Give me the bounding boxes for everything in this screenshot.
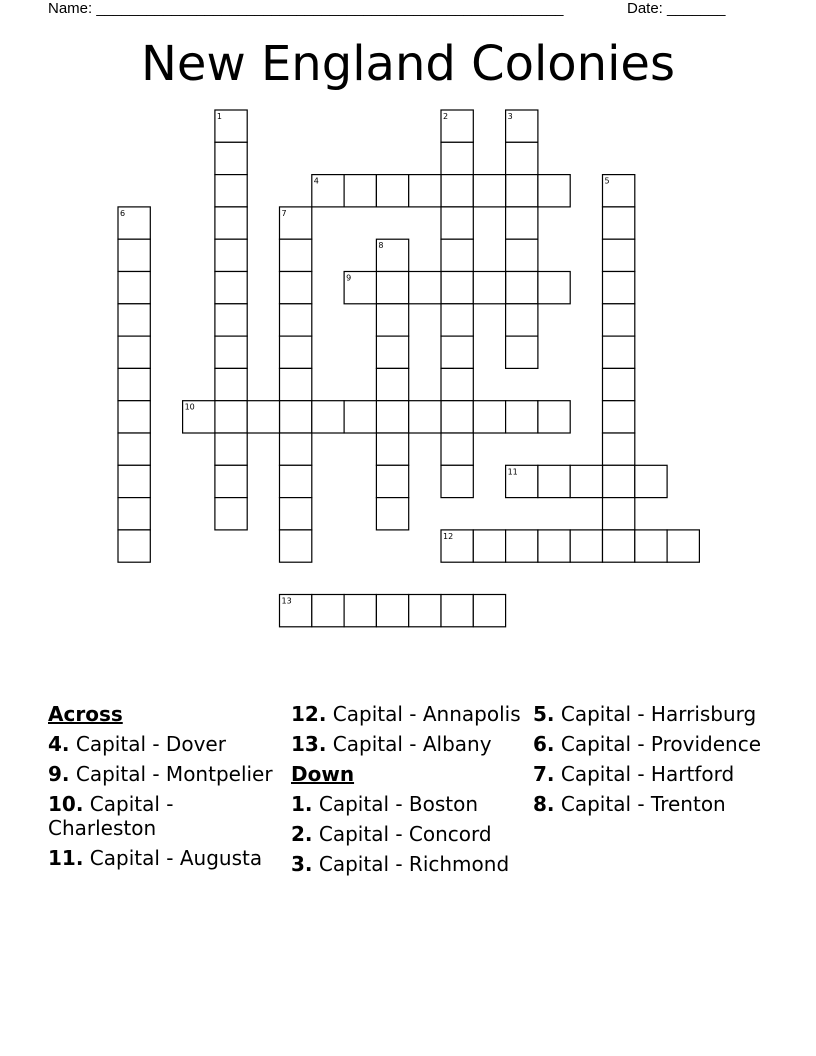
grid-cell[interactable] [603, 465, 635, 497]
clue-number: 9. [48, 762, 70, 786]
clue-number: 5. [533, 702, 555, 726]
cell-number: 7 [281, 208, 287, 218]
header-line [48, 0, 748, 20]
grid-cell[interactable] [506, 304, 538, 336]
name-field[interactable]: Name: ________________________________________________________ [48, 0, 564, 17]
grid-cell[interactable] [506, 465, 538, 497]
clue-number: 12. [291, 702, 327, 726]
clue-text: Capital - Dover [75, 732, 226, 756]
grid-cell[interactable] [441, 207, 473, 239]
down-heading: Down [291, 762, 355, 786]
cell-number: 6 [120, 208, 126, 218]
grid-cell[interactable] [344, 175, 376, 207]
clue-down-5 [533, 702, 768, 726]
grid-cell[interactable] [538, 272, 570, 304]
cell-number: 4 [313, 176, 319, 186]
grid-cell[interactable] [603, 239, 635, 271]
page-title: New England Colonies [141, 36, 675, 92]
grid-cell[interactable] [506, 175, 538, 207]
clue-column-2 [291, 702, 526, 882]
grid-cell[interactable] [280, 401, 312, 433]
grid-cell[interactable] [441, 110, 473, 142]
grid-cell[interactable] [312, 595, 344, 627]
grid-cell[interactable] [118, 207, 150, 239]
grid-cell[interactable] [215, 465, 247, 497]
grid-cell[interactable] [118, 433, 150, 465]
clue-text: Capital - Richmond [318, 852, 510, 876]
clue-text: Capital - Concord [318, 822, 492, 846]
clue-text: Capital - Annapolis [332, 702, 521, 726]
grid-cell[interactable] [280, 530, 312, 562]
grid-cell[interactable] [280, 272, 312, 304]
clue-number: 13. [291, 732, 327, 756]
grid-cell[interactable] [506, 401, 538, 433]
cell-number: 13 [281, 596, 292, 606]
grid-cell[interactable] [215, 368, 247, 400]
grid-cell[interactable] [344, 595, 376, 627]
clue-down-8 [533, 792, 768, 816]
clue-text: Capital - Montpelier [75, 762, 273, 786]
grid-cell[interactable] [118, 239, 150, 271]
clue-across-4 [48, 732, 283, 756]
cell-number: 8 [378, 241, 384, 251]
grid-cell[interactable] [376, 336, 408, 368]
grid-cell[interactable] [441, 142, 473, 174]
cell-number: 5 [604, 176, 610, 186]
grid-cell[interactable] [312, 401, 344, 433]
cell-number: 1 [216, 112, 222, 121]
grid-cell[interactable] [280, 336, 312, 368]
clue-text: Capital - Augusta [89, 846, 263, 870]
clue-text: Capital - Providence [560, 732, 762, 756]
grid-cell[interactable] [441, 304, 473, 336]
grid-cell[interactable] [215, 207, 247, 239]
grid-cell[interactable] [312, 175, 344, 207]
grid-cell[interactable] [441, 336, 473, 368]
clue-across-13 [291, 732, 526, 756]
grid-cell[interactable] [603, 175, 635, 207]
grid-cell[interactable] [441, 272, 473, 304]
grid-cell[interactable] [215, 272, 247, 304]
grid-cell[interactable] [635, 530, 667, 562]
grid-cell[interactable] [506, 142, 538, 174]
grid-cell[interactable] [409, 175, 441, 207]
grid-cell[interactable] [570, 530, 602, 562]
grid-cell[interactable] [247, 401, 279, 433]
grid-cell[interactable] [441, 368, 473, 400]
grid-cell[interactable] [215, 401, 247, 433]
grid-cell[interactable] [183, 401, 215, 433]
clue-text: Capital - Hartford [560, 762, 735, 786]
grid-cell[interactable] [473, 401, 505, 433]
grid-cell[interactable] [506, 272, 538, 304]
grid-cell[interactable] [473, 272, 505, 304]
grid-cell[interactable] [118, 304, 150, 336]
grid-cell[interactable] [506, 110, 538, 142]
grid-cell[interactable] [280, 304, 312, 336]
grid-cell[interactable] [409, 401, 441, 433]
cell-number: 3 [507, 112, 513, 121]
grid-cell[interactable] [667, 530, 699, 562]
grid-cell[interactable] [376, 304, 408, 336]
clue-down-7 [533, 762, 768, 786]
grid-cell[interactable] [118, 401, 150, 433]
grid-cell[interactable] [376, 498, 408, 530]
grid-cell[interactable] [603, 530, 635, 562]
grid-cell[interactable] [215, 142, 247, 174]
grid-cell[interactable] [409, 272, 441, 304]
grid-cell[interactable] [280, 498, 312, 530]
grid-cell[interactable] [603, 304, 635, 336]
grid-cell[interactable] [441, 595, 473, 627]
grid-cell[interactable] [603, 368, 635, 400]
grid-cell[interactable] [118, 368, 150, 400]
clue-number: 3. [291, 852, 313, 876]
grid-cell[interactable] [280, 465, 312, 497]
grid-cell[interactable] [506, 239, 538, 271]
grid-cell[interactable] [376, 239, 408, 271]
grid-cell[interactable] [635, 465, 667, 497]
grid-cell[interactable] [280, 595, 312, 627]
clue-down-6 [533, 732, 768, 756]
grid-cell[interactable] [603, 401, 635, 433]
cell-number: 2 [443, 112, 449, 121]
cell-number: 12 [443, 531, 454, 541]
grid-cell[interactable] [473, 175, 505, 207]
clue-down-1 [291, 792, 526, 816]
grid-cell[interactable] [441, 465, 473, 497]
grid-cell[interactable] [506, 336, 538, 368]
grid-cell[interactable] [441, 239, 473, 271]
clue-text: Capital - Albany [332, 732, 492, 756]
grid-cell[interactable] [570, 465, 602, 497]
cell-number: 10 [184, 402, 195, 412]
clue-column-3 [533, 702, 768, 822]
grid-cell[interactable] [215, 498, 247, 530]
grid-cell[interactable] [506, 530, 538, 562]
grid-cell[interactable] [441, 530, 473, 562]
grid-cell[interactable] [376, 175, 408, 207]
grid-cell[interactable] [280, 239, 312, 271]
grid-cell[interactable] [538, 401, 570, 433]
clue-number: 11. [48, 846, 84, 870]
grid-cell[interactable] [376, 595, 408, 627]
grid-cell[interactable] [603, 498, 635, 530]
grid-cell[interactable] [118, 498, 150, 530]
grid-cell[interactable] [344, 401, 376, 433]
clue-number: 7. [533, 762, 555, 786]
grid-cell[interactable] [376, 433, 408, 465]
grid-cell[interactable] [376, 401, 408, 433]
clue-down-2 [291, 822, 526, 846]
clue-column-1 [48, 702, 283, 876]
clue-text: Capital - Charleston [48, 792, 174, 840]
grid-cell[interactable] [603, 433, 635, 465]
grid-cell[interactable] [473, 530, 505, 562]
grid-cell[interactable] [538, 530, 570, 562]
cell-number: 11 [507, 467, 518, 477]
grid-cell[interactable] [441, 433, 473, 465]
grid-cell[interactable] [215, 239, 247, 271]
clue-number: 1. [291, 792, 313, 816]
grid-cell[interactable] [118, 272, 150, 304]
grid-cell[interactable] [441, 401, 473, 433]
grid-cell[interactable] [215, 175, 247, 207]
grid-cell[interactable] [118, 336, 150, 368]
grid-cell[interactable] [344, 272, 376, 304]
clue-number: 4. [48, 732, 70, 756]
grid-cell[interactable] [118, 530, 150, 562]
grid-cell[interactable] [215, 336, 247, 368]
clue-number: 2. [291, 822, 313, 846]
clue-across-11 [48, 846, 283, 870]
clue-across-10 [48, 792, 283, 840]
across-heading: Across [48, 702, 123, 726]
clue-text: Capital - Harrisburg [560, 702, 757, 726]
grid-cell[interactable] [603, 207, 635, 239]
grid-cell[interactable] [280, 207, 312, 239]
cell-number: 9 [346, 273, 352, 283]
clue-text: Capital - Boston [318, 792, 479, 816]
grid-cell[interactable] [376, 368, 408, 400]
grid-cell[interactable] [280, 433, 312, 465]
grid-cell[interactable] [215, 433, 247, 465]
grid-cell[interactable] [538, 175, 570, 207]
grid-cell[interactable] [376, 465, 408, 497]
clue-across-12 [291, 702, 526, 726]
grid-cell[interactable] [603, 272, 635, 304]
clue-number: 6. [533, 732, 555, 756]
grid-cell[interactable] [603, 336, 635, 368]
date-field[interactable]: Date: _______ [627, 0, 726, 17]
grid-cell[interactable] [376, 272, 408, 304]
clue-down-3 [291, 852, 526, 876]
clue-number: 10. [48, 792, 84, 816]
grid-cell[interactable] [441, 175, 473, 207]
grid-cell[interactable] [473, 595, 505, 627]
clue-number: 8. [533, 792, 555, 816]
grid-cell[interactable] [506, 207, 538, 239]
grid-cell[interactable] [215, 110, 247, 142]
grid-cell[interactable] [215, 304, 247, 336]
clue-text: Capital - Trenton [560, 792, 726, 816]
grid-cell[interactable] [118, 465, 150, 497]
grid-cell[interactable] [538, 465, 570, 497]
grid-cell[interactable] [280, 368, 312, 400]
grid-cell[interactable] [409, 595, 441, 627]
clue-across-9 [48, 762, 283, 786]
